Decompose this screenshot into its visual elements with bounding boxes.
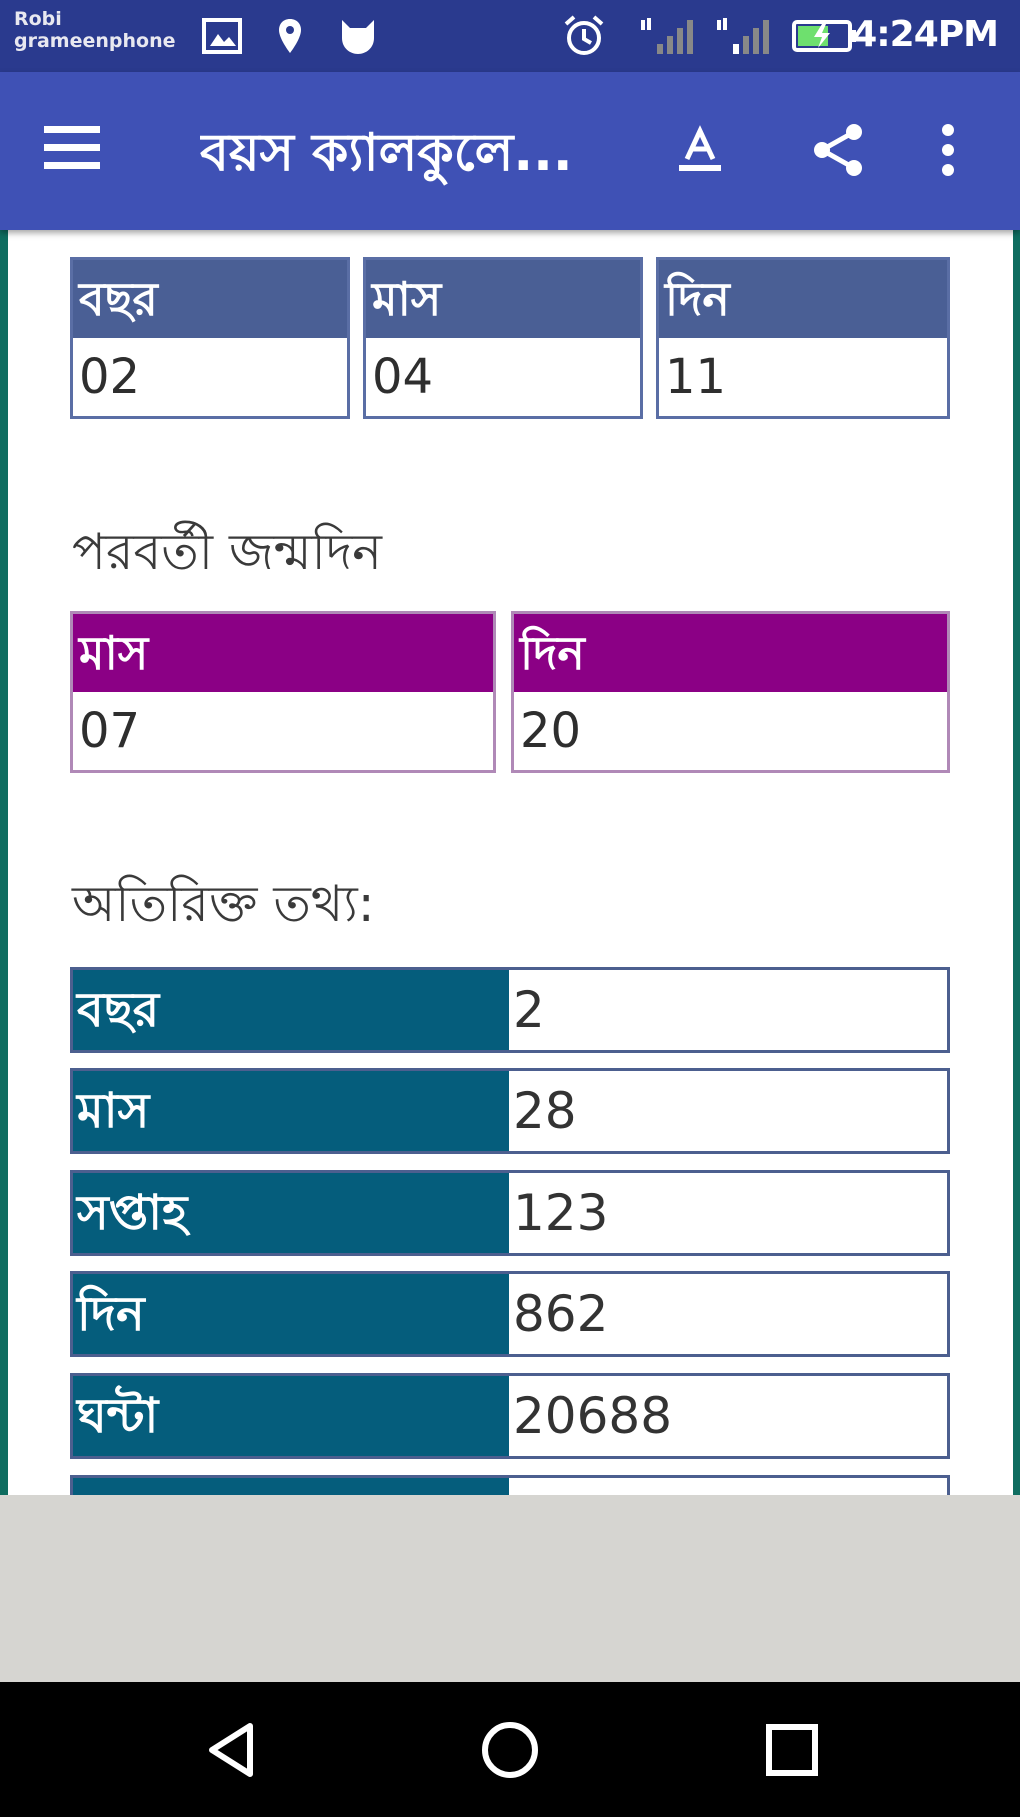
age-months-value: 04 bbox=[372, 349, 434, 405]
carrier-names bbox=[14, 8, 175, 52]
more-vert-icon bbox=[938, 122, 958, 182]
info-row-partial bbox=[70, 1475, 950, 1495]
battery-charging-icon bbox=[790, 16, 860, 56]
recents-icon bbox=[764, 1722, 820, 1782]
location-icon bbox=[272, 16, 308, 56]
back-button[interactable] bbox=[192, 1712, 272, 1792]
age-days-box bbox=[656, 257, 950, 419]
signal-1-icon bbox=[636, 16, 694, 56]
extra-info-heading: অতিরিক্ত তথ্য: bbox=[72, 875, 375, 933]
info-row-years bbox=[70, 967, 950, 1053]
info-row-value-partial bbox=[509, 1478, 947, 1495]
age-months-box bbox=[363, 257, 643, 419]
info-row-value: 123 bbox=[513, 1184, 609, 1242]
home-icon bbox=[479, 1719, 541, 1785]
info-row-days bbox=[70, 1271, 950, 1357]
image-notification-icon bbox=[200, 16, 244, 56]
text-format-button[interactable] bbox=[660, 112, 740, 192]
back-icon bbox=[202, 1720, 262, 1784]
info-row-label: দিন bbox=[73, 1274, 509, 1354]
age-days-label: দিন bbox=[659, 260, 947, 338]
info-row-label: ঘন্টা bbox=[73, 1376, 509, 1456]
next-birthday-months-value: 07 bbox=[79, 703, 141, 759]
main-content[interactable] bbox=[0, 230, 1020, 1495]
home-button[interactable] bbox=[470, 1712, 550, 1792]
left-edge bbox=[0, 230, 8, 1495]
info-row-label: বছর bbox=[73, 970, 509, 1050]
right-edge bbox=[1013, 230, 1020, 1495]
info-row-hours bbox=[70, 1373, 950, 1459]
status-time: 4:24PM bbox=[852, 14, 998, 55]
menu-icon bbox=[44, 159, 104, 178]
app-title: বয়স ক্যালকুলে... bbox=[200, 123, 573, 183]
info-row-label-partial bbox=[73, 1478, 509, 1495]
alarm-icon bbox=[560, 16, 608, 56]
menu-button[interactable] bbox=[44, 122, 114, 182]
info-row-value: 20688 bbox=[513, 1387, 673, 1445]
recents-button[interactable] bbox=[752, 1712, 832, 1792]
age-days-value: 11 bbox=[665, 349, 727, 405]
ad-area bbox=[0, 1495, 1020, 1682]
next-birthday-heading: পরবর্তী জন্মদিন bbox=[72, 523, 382, 581]
share-button[interactable] bbox=[798, 112, 878, 192]
next-birthday-months-label: মাস bbox=[73, 614, 493, 692]
info-row-weeks bbox=[70, 1170, 950, 1256]
age-years-box bbox=[70, 257, 350, 419]
carrier-2: grameenphone bbox=[14, 30, 176, 52]
signal-2-icon bbox=[712, 16, 770, 56]
info-row-value: 28 bbox=[513, 1082, 577, 1140]
age-months-label: মাস bbox=[366, 260, 640, 338]
info-row-value: 2 bbox=[513, 981, 545, 1039]
carrier-1: Robi bbox=[14, 8, 62, 30]
info-row-months bbox=[70, 1068, 950, 1154]
next-birthday-days-value: 20 bbox=[520, 703, 582, 759]
text-format-icon bbox=[675, 125, 725, 179]
age-years-label: বছর bbox=[73, 260, 347, 338]
age-years-value: 02 bbox=[79, 349, 141, 405]
info-row-label: মাস bbox=[73, 1071, 509, 1151]
share-icon bbox=[808, 120, 868, 184]
next-birthday-months-box bbox=[70, 611, 496, 773]
info-row-value: 862 bbox=[513, 1285, 609, 1343]
status-bar bbox=[0, 0, 1020, 72]
next-birthday-days-box bbox=[511, 611, 950, 773]
more-options-button[interactable] bbox=[918, 112, 978, 192]
navigation-bar bbox=[0, 1682, 1020, 1817]
next-birthday-days-label: দিন bbox=[514, 614, 947, 692]
app-notification-icon bbox=[336, 16, 380, 56]
app-bar bbox=[0, 72, 1020, 230]
info-row-label: সপ্তাহ bbox=[73, 1173, 509, 1253]
